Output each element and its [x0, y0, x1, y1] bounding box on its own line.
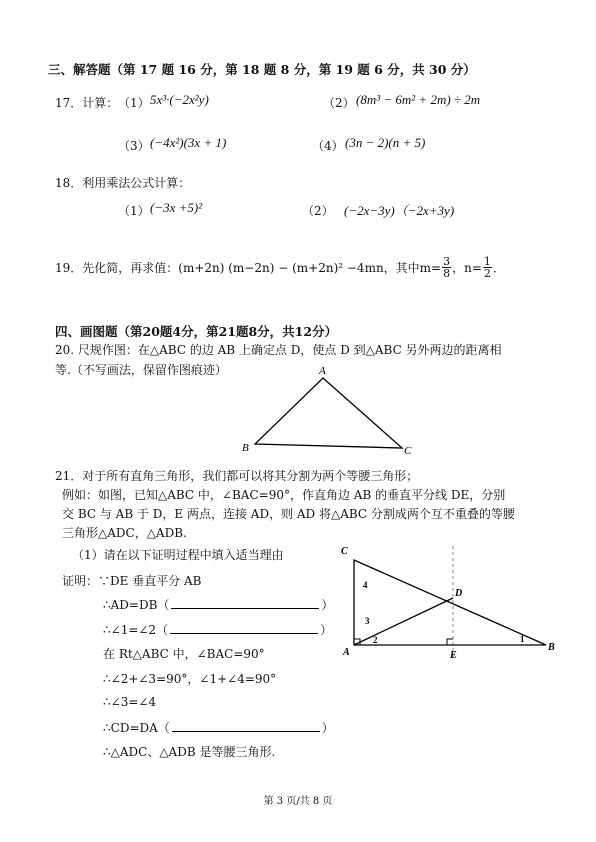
q17-part1-label: （1） [118, 96, 150, 110]
triangle-ABC [354, 560, 546, 645]
proof-step6-text: ∴CD=DA（ [103, 721, 170, 735]
proof-line1 [103, 596, 333, 613]
fig-label-C: C [341, 546, 348, 557]
q18-part1-expr: (−3x +5)² [150, 200, 203, 215]
q17-part4-expr: (3n − 2)(n + 5) [345, 135, 426, 150]
q19-fraction-m [442, 256, 451, 279]
q17-part4-label: （4） [312, 139, 344, 153]
fig-label-D: D [455, 588, 463, 599]
q17-number: 17．计算： [55, 96, 119, 110]
angle-label-2: 2 [373, 635, 378, 645]
proof-line2 [103, 621, 332, 638]
q20-label-B: B [242, 442, 249, 454]
q20-label-A: A [319, 365, 326, 377]
q18-part1-label: （1） [118, 204, 150, 218]
q21-sub1: （1）请在以下证明过程中填入适当理由 [72, 548, 284, 562]
q18-part2-expr: (−2x−3y)（−2x+3y) [344, 203, 455, 218]
q19-line [55, 256, 505, 279]
q17-part3-expr: (−4x²)(3x + 1) [150, 135, 227, 150]
q21-right-triangle-figure [335, 540, 565, 665]
close-paren: ） [320, 623, 333, 637]
proof-line5: ∴∠3=∠4 [103, 695, 157, 709]
q19-frac1-numerator: 3 [443, 255, 451, 268]
q17-part2-expr: (8m³ − 6m² + 2m) ÷ 2m [356, 92, 481, 107]
reason-blank-2[interactable] [170, 622, 318, 634]
section3-heading: 三、解答题（第 17 题 16 分，第 18 题 8 分，第 19 题 6 分，共 30 分） [48, 62, 476, 77]
q20-label-C: C [404, 445, 412, 457]
q19-fraction-n [483, 256, 492, 279]
q20-triangle [255, 378, 402, 448]
angle-label-4: 4 [363, 580, 368, 590]
q19-text: 19．先化简，再求值：(m+2n) (m−2n) − (m+2n)² −4mn，其中m= [55, 261, 442, 275]
close-paren: ） [321, 598, 334, 612]
q17-part2-label: （2） [323, 96, 355, 110]
q21-line1: 21．对于所有直角三角形，我们都可以将其分割为两个等腰三角形； [55, 469, 419, 483]
angle-label-1: 1 [520, 634, 525, 644]
proof-line7: ∴△ADC、△ADB 是等腰三角形. [103, 745, 276, 759]
q21-line4: 三角形△ADC，△ADB. [62, 526, 187, 540]
q21-line2: 例如：如图，已知△ABC 中，∠BAC=90°，作直角边 AB 的垂直平分线 DE，分别 [62, 488, 506, 502]
q20-triangle-figure [230, 360, 420, 460]
q19-mid: ，n= [452, 261, 482, 275]
reason-blank-1[interactable] [171, 597, 319, 609]
proof-step2-text: ∴∠1=∠2（ [103, 623, 169, 637]
q18-part2-label: （2） [302, 204, 334, 218]
fig-label-A: A [343, 647, 350, 658]
proof-step1-text: ∴AD=DB（ [103, 598, 170, 612]
proof-line3: 在 Rt△ABC 中，∠BAC=90° [103, 647, 265, 661]
proof-line4: ∴∠2+∠3=90°，∠1+∠4=90° [103, 672, 277, 686]
q21-line3: 交 BC 与 AB 于 D，E 两点，连接 AD，则 AD 将△ABC 分割成两个互不重叠的等腰 [62, 507, 515, 521]
q17-part3-label: （3） [118, 139, 150, 153]
q19-frac2-denominator: 2 [483, 267, 491, 280]
section4-heading: 四、画图题（第20题4分，第21题8分，共12分） [55, 324, 338, 339]
right-angle-mark-E [447, 639, 453, 645]
proof-line6 [103, 719, 334, 736]
q17-part1-expr: 5x³·(−2x²y) [150, 92, 209, 107]
angle-label-3: 3 [365, 616, 370, 626]
q19-frac2-numerator: 1 [483, 255, 491, 268]
reason-blank-3[interactable] [172, 720, 320, 732]
page-footer: 第 3 页/共 8 页 [263, 796, 333, 807]
q19-end: ． [492, 261, 505, 275]
q20-line2: 等.（不写画法，保留作图痕迹） [55, 363, 227, 377]
fig-label-B: B [548, 642, 555, 653]
fig-label-E: E [450, 650, 457, 661]
close-paren: ） [321, 721, 334, 735]
proof-line0: 证明：∵DE 垂直平分 AB [62, 574, 202, 588]
q19-frac1-denominator: 8 [443, 267, 451, 280]
q20-line1: 20. 尺规作图：在△ABC 的边 AB 上确定点 D，使点 D 到△ABC 另外两边的距离相 [55, 343, 502, 357]
q18-number: 18．利用乘法公式计算： [55, 176, 191, 190]
